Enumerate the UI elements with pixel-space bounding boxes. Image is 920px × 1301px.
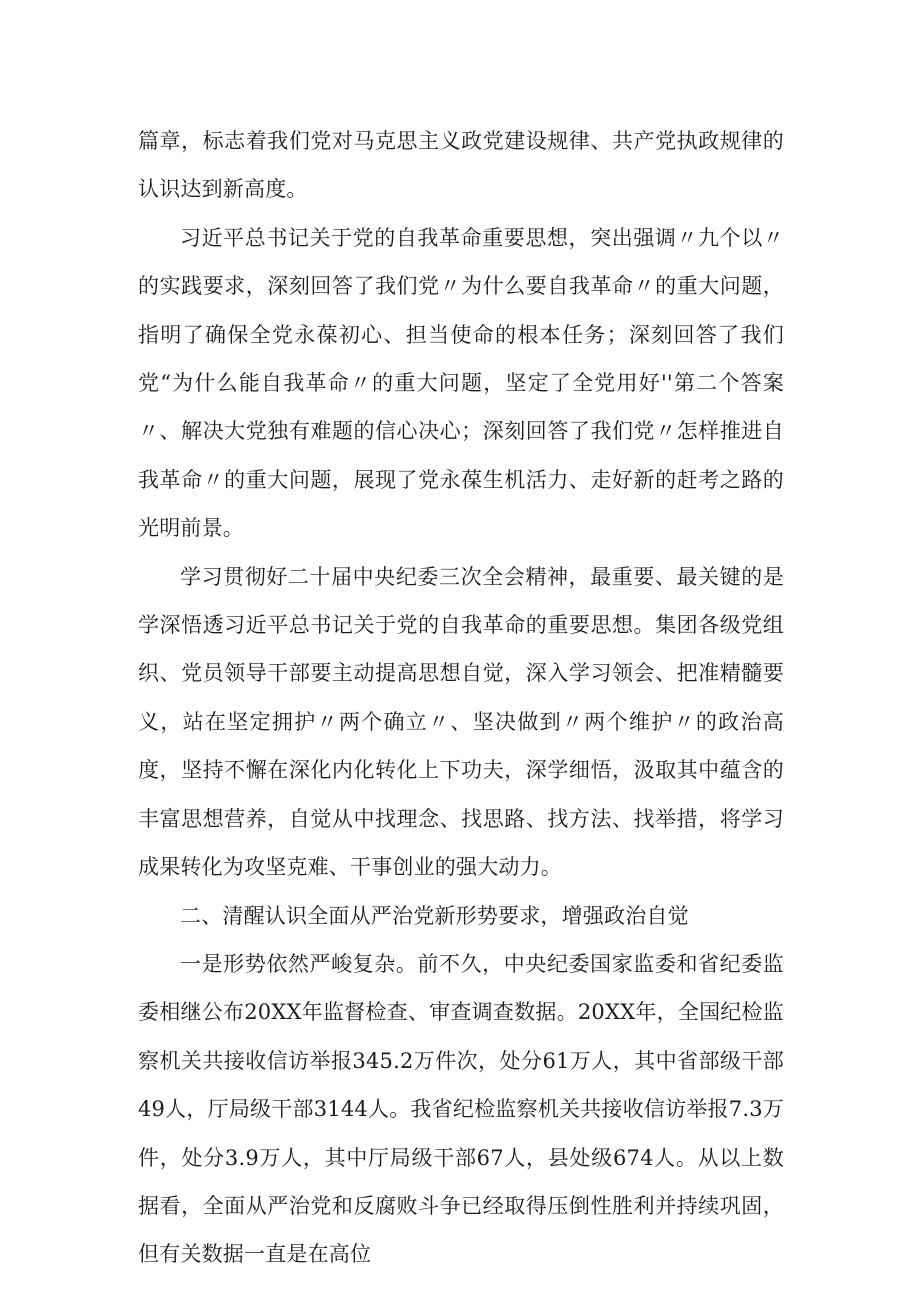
document-body	[138, 117, 784, 1279]
paragraph-self-revolution-thought: 习近平总书记关于党的自我革命重要思想，突出强调〃九个以〃的实践要求，深刻回答了我们党〃为什么要自我革命〃的重大问题，指明了确保全党永葆初心、担当使命的根本任务；深刻回答了我们党“为什么能自我革命〃的重大问题，坚定了全党用好''第二个答案〃、解决大党独有难题的信心决心；深刻回答了我们党〃怎样推进自我革命〃的重大问题，展现了党永葆生机活力、走好新的赶考之路的光明前景。	[138, 225, 784, 541]
paragraph-study-implementation: 学习贯彻好二十届中央纪委三次全会精神，最重要、最关键的是学深悟透习近平总书记关于党的自我革命的重要思想。集团各级党组织、党员领导干部要主动提高思想自觉，深入学习领会、把准精髓要义，站在坚定拥护〃两个确立〃、坚决做到〃两个维护〃的政治高度，坚持不懈在深化内化转化上下功夫，深学细悟，汲取其中蕴含的丰富思想营养，自觉从中找理念、找思路、找方法、找举措，将学习成果转化为攻坚克难、干事创业的强大动力。	[138, 564, 784, 880]
paragraph-continuation: 篇章，标志着我们党对马克思主义政党建设规律、共产党执政规律的认识达到新高度。	[138, 129, 784, 202]
paragraph-situation-severe: 一是形势依然严峻复杂。前不久，中央纪委国家监委和省纪委监委相继公布20XX年监督检查、审查调查数据。20XX年，全国纪检监察机关共接收信访举报345.2万件次，处分61万人，其中省部级干部49人，厅局级干部3144人。我省纪检监察机关共接收信访举报7.3万件，处分3.9万人，其中厅局级干部67人，县处级674人。从以上数据看，全面从严治党和反腐败斗争已经取得压倒性胜利并持续巩固，但有关数据一直是在高位	[138, 951, 784, 1267]
section-heading-two: 二、清醒认识全面从严治党新形势要求，增强政治自觉	[180, 903, 689, 928]
